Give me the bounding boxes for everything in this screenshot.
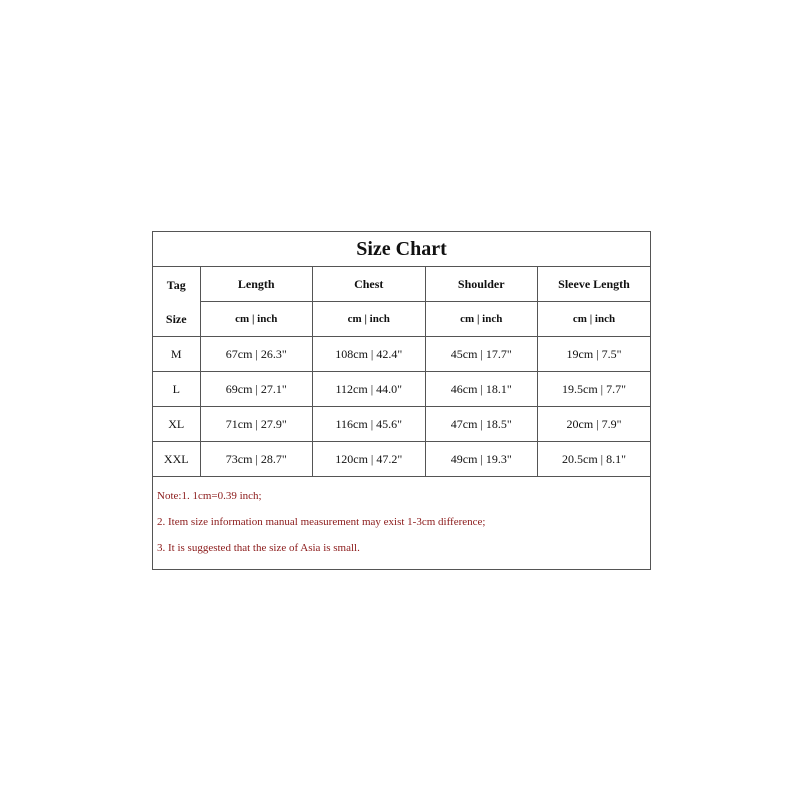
sleeve-length-cell: 20cm | 7.9" [538,407,651,442]
sleeve-length-cell: 19.5cm | 7.7" [538,372,651,407]
note-3: 3. It is suggested that the size of Asia is small. [157,542,360,554]
table-row [153,372,650,407]
tag-size-header [153,267,200,337]
size-label: Size [165,311,187,326]
chest-cell: 108cm | 42.4" [313,337,426,372]
chest-cell: 116cm | 45.6" [313,407,426,442]
size-cell: L [153,372,200,407]
shoulder-cell: 47cm | 18.5" [425,407,538,442]
sleeve-length-cell: 19cm | 7.5" [538,337,651,372]
unit-length: cm | inch [200,302,313,337]
length-cell: 73cm | 28.7" [200,442,313,477]
table-row [153,442,650,477]
size-chart-title: Size Chart [153,232,650,267]
length-cell: 69cm | 27.1" [200,372,313,407]
column-header-length: Length [200,267,313,302]
unit-shoulder: cm | inch [425,302,538,337]
unit-chest: cm | inch [313,302,426,337]
size-chart [152,231,651,570]
chest-cell: 120cm | 47.2" [313,442,426,477]
column-header-chest: Chest [313,267,426,302]
table-row [153,407,650,442]
size-cell: XL [153,407,200,442]
chest-cell: 112cm | 44.0" [313,372,426,407]
sleeve-length-cell: 20.5cm | 8.1" [538,442,651,477]
header-row [153,267,650,302]
shoulder-cell: 49cm | 19.3" [425,442,538,477]
tag-label: Tag [166,277,186,292]
unit-sleeve-length: cm | inch [538,302,651,337]
size-cell: XXL [153,442,200,477]
length-cell: 67cm | 26.3" [200,337,313,372]
table-row [153,337,650,372]
notes [153,477,650,565]
shoulder-cell: 45cm | 17.7" [425,337,538,372]
length-cell: 71cm | 27.9" [200,407,313,442]
note-2: 2. Item size information manual measurement may exist 1-3cm difference; [157,516,486,528]
note-1: Note:1. 1cm=0.39 inch; [157,490,262,502]
unit-row [153,302,650,337]
shoulder-cell: 46cm | 18.1" [425,372,538,407]
size-table [153,267,650,477]
size-cell: M [153,337,200,372]
column-header-sleeve-length: Sleeve Length [538,267,651,302]
column-header-shoulder: Shoulder [425,267,538,302]
